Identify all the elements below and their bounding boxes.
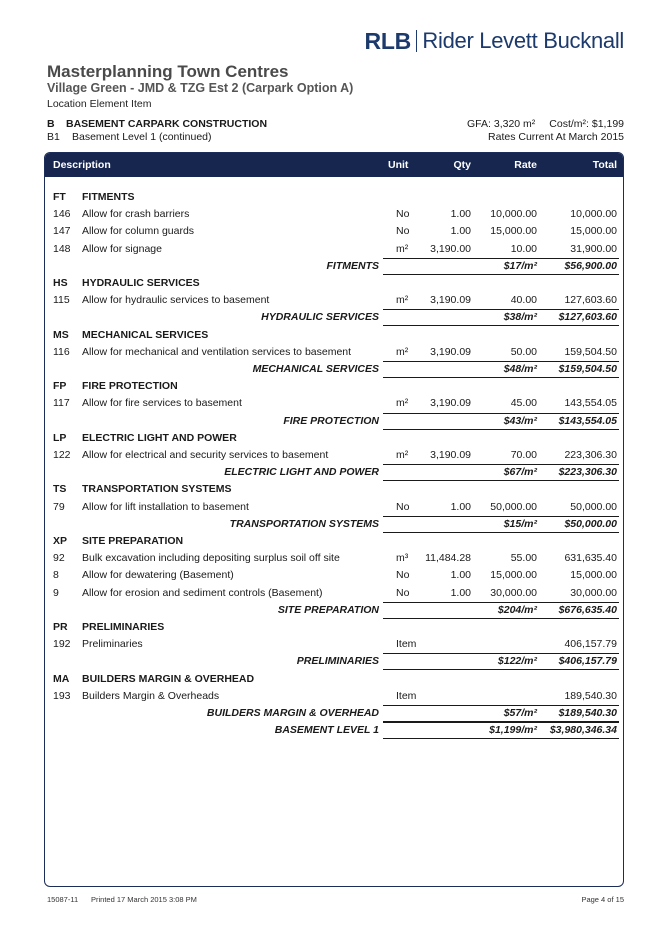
group-title: TRANSPORTATION SYSTEMS xyxy=(82,483,232,496)
subtotal-value: $50,000.00 xyxy=(564,517,617,530)
item-description: Allow for hydraulic services to basement xyxy=(82,294,270,307)
item-rate: 55.00 xyxy=(510,552,537,565)
location-heading: Location Element Item xyxy=(47,98,152,110)
item-qty: 1.00 xyxy=(450,500,471,513)
item-code: 8 xyxy=(53,569,59,582)
subtotal-rate: $38/m² xyxy=(503,311,537,324)
subtotal-rate: $204/m² xyxy=(497,603,537,616)
subtotal-rate: $57/m² xyxy=(503,707,537,719)
subtotal-value: $143,554.05 xyxy=(558,414,617,427)
item-rate: 30,000.00 xyxy=(490,586,537,599)
subtotal-label: FITMENTS xyxy=(326,259,379,272)
group-title: PRELIMINARIES xyxy=(82,621,165,633)
item-code: 79 xyxy=(53,500,65,513)
header-rate: Rate xyxy=(514,159,537,171)
subtotal-rule-top xyxy=(383,653,619,654)
table-row xyxy=(45,206,623,223)
subtotal-rule-top xyxy=(383,602,619,603)
item-code: 122 xyxy=(53,449,71,461)
item-description: Allow for crash barriers xyxy=(82,208,190,221)
item-rate: 70.00 xyxy=(510,449,537,461)
cost-per-m2: Cost/m²: $1,199 xyxy=(549,118,624,130)
item-code: 147 xyxy=(53,225,71,238)
subtotal-row xyxy=(45,602,623,619)
item-total: 143,554.05 xyxy=(564,397,617,410)
group-heading-row xyxy=(45,430,623,447)
rates-current: Rates Current At March 2015 xyxy=(488,131,624,143)
table-row xyxy=(45,344,623,361)
subtotal-rule-top xyxy=(383,361,619,362)
subtotal-label: FIRE PROTECTION xyxy=(283,414,379,427)
group-title: FIRE PROTECTION xyxy=(82,380,178,393)
group-title: FITMENTS xyxy=(82,191,135,203)
group-code: TS xyxy=(53,483,67,496)
group-code: LP xyxy=(53,431,67,444)
item-rate: 40.00 xyxy=(510,294,537,307)
grand-total-row xyxy=(45,722,623,739)
item-rate: 10.00 xyxy=(510,242,537,255)
group-heading-row xyxy=(45,189,623,206)
subtotal-row xyxy=(45,653,623,670)
subtotal-rule-top xyxy=(383,464,619,465)
subtotal-row xyxy=(45,413,623,430)
subtotal-row xyxy=(45,705,623,722)
item-description: Allow for lift installation to basement xyxy=(82,500,249,513)
item-total: 50,000.00 xyxy=(570,500,617,513)
subtotal-value: $159,504.50 xyxy=(558,363,617,375)
gfa-line xyxy=(467,118,624,130)
item-unit: No xyxy=(396,586,410,599)
item-code: 116 xyxy=(53,345,70,358)
item-code: 92 xyxy=(53,552,65,565)
item-description: Bulk excavation including depositing surplus soil off site xyxy=(82,552,340,565)
group-heading-row xyxy=(45,275,623,292)
subtotal-rule-top xyxy=(383,516,619,517)
item-rate: 10,000.00 xyxy=(490,208,537,221)
item-total: 15,000.00 xyxy=(570,569,617,582)
group-title: ELECTRIC LIGHT AND POWER xyxy=(82,431,237,444)
group-heading-row xyxy=(45,327,623,344)
item-description: Allow for mechanical and ventilation services to basement xyxy=(82,345,352,358)
subtotal-label: PRELIMINARIES xyxy=(296,655,379,668)
subtotal-row xyxy=(45,309,623,326)
item-description: Allow for electrical and security services to basement xyxy=(82,449,329,461)
item-code: 192 xyxy=(53,638,71,651)
item-unit: Item xyxy=(396,638,417,651)
item-qty: 1.00 xyxy=(450,586,471,599)
subtotal-row xyxy=(45,464,623,481)
item-code: 117 xyxy=(53,397,70,410)
table-row xyxy=(45,395,623,412)
item-unit: No xyxy=(396,225,410,238)
group-title: MECHANICAL SERVICES xyxy=(82,328,209,341)
item-qty: 1.00 xyxy=(450,208,471,221)
group-heading-row xyxy=(45,533,623,550)
subsection-name: Basement Level 1 (continued) xyxy=(72,131,212,143)
table-row xyxy=(45,499,623,516)
item-total: 30,000.00 xyxy=(570,586,617,599)
item-code: 115 xyxy=(53,294,70,307)
item-qty: 3,190.09 xyxy=(430,397,471,410)
group-code: HS xyxy=(53,277,68,289)
table-row xyxy=(45,550,623,567)
item-description: Allow for erosion and sediment controls (Basement) xyxy=(82,586,323,599)
item-unit: m³ xyxy=(396,552,409,565)
item-description: Allow for fire services to basement xyxy=(82,397,242,410)
subtotal-value: $406,157.79 xyxy=(558,655,617,668)
subtotal-rule-top xyxy=(383,705,619,706)
group-code: PR xyxy=(53,621,68,633)
grand-total-label: BASEMENT LEVEL 1 xyxy=(274,724,379,737)
group-title: BUILDERS MARGIN & OVERHEAD xyxy=(82,672,255,685)
item-description: Allow for signage xyxy=(82,242,162,255)
item-unit: No xyxy=(396,208,410,221)
item-rate: 50.00 xyxy=(510,345,537,358)
item-unit: m² xyxy=(396,345,409,358)
subtotal-value: $676,635.40 xyxy=(558,603,617,616)
logo-name: Rider Levett Bucknall xyxy=(422,28,624,53)
group-code: FP xyxy=(53,380,67,393)
subtotal-rate: $122/m² xyxy=(497,655,537,668)
group-code: FT xyxy=(53,191,66,203)
subtotal-rate: $17/m² xyxy=(503,259,537,272)
item-description: Builders Margin & Overheads xyxy=(82,689,220,702)
gfa-value: GFA: 3,320 m² xyxy=(467,118,536,130)
item-qty: 3,190.09 xyxy=(430,345,471,358)
item-code: 146 xyxy=(53,208,71,221)
item-qty: 1.00 xyxy=(450,225,471,238)
table-row xyxy=(45,241,623,258)
section-name: BASEMENT CARPARK CONSTRUCTION xyxy=(66,118,268,130)
subsection-code: B1 xyxy=(47,131,60,143)
table-row xyxy=(45,567,623,584)
item-qty: 11,484.28 xyxy=(425,552,471,565)
table-row xyxy=(45,688,623,705)
item-description: Preliminaries xyxy=(82,638,143,651)
group-title: HYDRAULIC SERVICES xyxy=(82,277,200,289)
header-unit: Unit xyxy=(388,159,409,171)
group-heading-row xyxy=(45,481,623,498)
item-code: 9 xyxy=(53,586,59,599)
group-code: XP xyxy=(53,535,68,547)
subtotal-rule-top xyxy=(383,258,619,259)
item-total: 189,540.30 xyxy=(564,689,617,702)
subtotal-row xyxy=(45,361,623,378)
item-total: 127,603.60 xyxy=(564,294,617,307)
footer-page: Page 4 of 15 xyxy=(581,895,624,904)
subtotal-rate: $43/m² xyxy=(503,414,537,427)
group-heading-row xyxy=(45,378,623,395)
group-heading-row xyxy=(45,619,623,636)
subtotal-value: $56,900.00 xyxy=(564,259,617,272)
subtotal-label: SITE PREPARATION xyxy=(277,603,379,616)
item-qty: 3,190.09 xyxy=(430,449,471,461)
subtotal-rule-bottom xyxy=(383,738,619,739)
header-total: Total xyxy=(592,159,617,171)
grand-total-rate: $1,199/m² xyxy=(489,724,537,737)
table-row xyxy=(45,447,623,464)
item-qty: 1.00 xyxy=(450,569,471,582)
item-unit: m² xyxy=(396,242,409,255)
item-rate: 50,000.00 xyxy=(490,500,537,513)
item-description: Allow for dewatering (Basement) xyxy=(82,569,234,582)
section-code: B xyxy=(47,118,55,130)
item-qty: 3,190.09 xyxy=(430,294,471,307)
document-title: Masterplanning Town Centres xyxy=(47,62,289,81)
subtotal-rule-top xyxy=(383,413,619,414)
group-code: MA xyxy=(53,672,70,685)
subtotal-label: HYDRAULIC SERVICES xyxy=(261,311,379,324)
cost-table xyxy=(44,152,624,887)
item-total: 631,635.40 xyxy=(564,552,617,565)
item-code: 148 xyxy=(53,242,71,255)
item-unit: No xyxy=(396,500,410,513)
item-qty: 3,190.00 xyxy=(430,242,471,255)
item-total: 31,900.00 xyxy=(570,242,617,255)
item-rate: 15,000.00 xyxy=(490,569,537,582)
item-total: 223,306.30 xyxy=(564,449,617,461)
table-row xyxy=(45,292,623,309)
subtotal-rate: $67/m² xyxy=(503,466,537,479)
item-description: Allow for column guards xyxy=(82,225,195,238)
item-unit: m² xyxy=(396,449,409,461)
subtotal-value: $223,306.30 xyxy=(558,466,617,479)
subtotal-label: BUILDERS MARGIN & OVERHEAD xyxy=(206,707,379,719)
subtotal-label: TRANSPORTATION SYSTEMS xyxy=(229,517,379,530)
subtotal-rule-top xyxy=(383,309,619,310)
table-row xyxy=(45,636,623,653)
group-heading-row xyxy=(45,671,623,688)
item-total: 406,157.79 xyxy=(564,638,617,651)
subtotal-label: ELECTRIC LIGHT AND POWER xyxy=(224,466,379,479)
subtotal-value: $189,540.30 xyxy=(558,707,617,719)
footer-printed: Printed 17 March 2015 3:08 PM xyxy=(91,895,197,904)
subtotal-rate: $48/m² xyxy=(503,363,537,375)
group-code: MS xyxy=(53,328,69,341)
item-rate: 15,000.00 xyxy=(490,225,537,238)
subtotal-row xyxy=(45,516,623,533)
item-unit: No xyxy=(396,569,410,582)
document-subtitle: Village Green - JMD & TZG Est 2 (Carpark Option A) xyxy=(47,81,354,95)
subtotal-value: $127,603.60 xyxy=(558,311,617,324)
item-code: 193 xyxy=(53,689,71,702)
logo-rlb: RLB xyxy=(364,27,411,54)
subtotal-rate: $15/m² xyxy=(503,517,537,530)
subtotal-row xyxy=(45,258,623,275)
header-description: Description xyxy=(53,159,111,171)
subtotal-rule-top xyxy=(383,722,619,723)
table-row xyxy=(45,585,623,602)
item-unit: m² xyxy=(396,294,409,307)
item-unit: m² xyxy=(396,397,409,410)
table-header xyxy=(45,153,623,177)
item-total: 159,504.50 xyxy=(564,345,617,358)
item-unit: Item xyxy=(396,689,417,702)
group-title: SITE PREPARATION xyxy=(82,535,184,547)
logo-divider xyxy=(416,30,418,52)
item-total: 10,000.00 xyxy=(570,208,617,221)
grand-total-value: $3,980,346.34 xyxy=(549,724,617,737)
item-total: 15,000.00 xyxy=(570,225,617,238)
table-row xyxy=(45,223,623,240)
company-logo xyxy=(365,28,624,54)
subtotal-label: MECHANICAL SERVICES xyxy=(252,363,379,375)
item-rate: 45.00 xyxy=(510,397,537,410)
header-qty: Qty xyxy=(453,159,471,171)
footer-ref: 15087-11 xyxy=(47,895,79,904)
